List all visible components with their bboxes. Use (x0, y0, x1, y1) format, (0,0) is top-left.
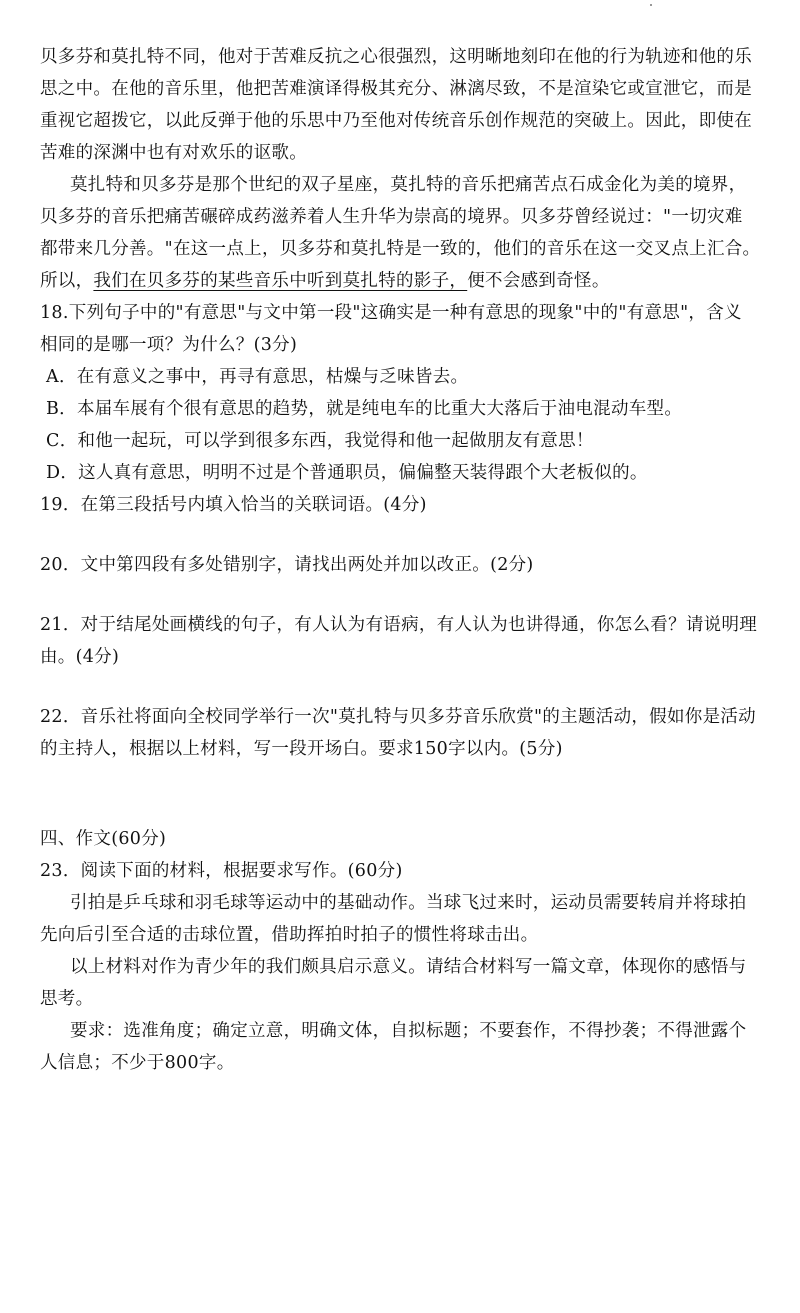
option-d: D．这人真有意思，明明不过是个普通职员，偏偏整天装得跟个大老板似的。 (46, 463, 648, 483)
final-prefix: 所以， (40, 271, 94, 291)
question-21: 21．对于结尾处画横线的句子，有人认为有语病，有人认为也讲得通，你怎么看？请说明理 (40, 615, 758, 635)
question-18-cont: 相同的是哪一项？为什么？(3分) (40, 335, 298, 355)
essay-requirements-line: 要求：选准角度；确定立意，明确文体，自拟标题；不要套作，不得抄袭；不得泄露个 (70, 1021, 747, 1041)
option-c: C．和他一起玩，可以学到很多东西，我觉得和他一起做朋友有意思！ (46, 431, 594, 451)
essay-material-line: 以上材料对作为青少年的我们颇具启示意义。请结合材料写一篇文章，体现你的感悟与 (70, 957, 747, 977)
essay-material-line: 思考。 (40, 989, 94, 1009)
question-22-cont: 的主持人，根据以上材料，写一段开场白。要求150字以内。(5分) (40, 739, 563, 759)
underlined-sentence: 我们在贝多芬的某些音乐中听到莫扎特的影子， (93, 271, 468, 291)
essay-material-line: 先向后引至合适的击球位置，借助挥拍时拍子的惯性将球击出。 (40, 925, 539, 945)
question-19: 19．在第三段括号内填入恰当的关联词语。(4分) (40, 495, 427, 515)
passage-line: 莫扎特和贝多芬是那个世纪的双子星座，莫扎特的音乐把痛苦点石成金化为美的境界， (70, 175, 747, 195)
final-suffix: 便不会感到奇怪。 (467, 271, 610, 291)
option-b: B．本届车展有个很有意思的趋势，就是纯电车的比重大大落后于油电混动车型。 (46, 399, 683, 419)
question-22: 22．音乐社将面向全校同学举行一次"莫扎特与贝多芬音乐欣赏"的主题活动，假如你是活动 (40, 707, 756, 727)
passage-line: 苦难的深渊中也有对欢乐的讴歌。 (40, 143, 307, 163)
essay-material-line: 引拍是乒乓球和羽毛球等运动中的基础动作。当球飞过来时，运动员需要转肩并将球拍 (70, 893, 747, 913)
passage-line: 重视它超拨它，以此反弹于他的乐思中乃至他对传统音乐创作规范的突破上。因此，即使在 (40, 111, 752, 131)
question-21-cont: 由。(4分) (40, 647, 120, 667)
passage-line: 思之中。在他的音乐里，他把苦难演译得极其充分、淋漓尽致，不是渲染它或宣泄它，而是 (40, 79, 752, 99)
section-title-essay: 四、作文(60分) (40, 829, 167, 849)
passage-line: 贝多芬和莫扎特不同，他对于苦难反抗之心很强烈，这明晰地刻印在他的行为轨迹和他的乐 (40, 47, 752, 67)
passage-line: 都带来几分善。"在这一点上，贝多芬和莫扎特是一致的，他们的音乐在这一交叉点上汇合。 (40, 239, 761, 259)
essay-requirements-line: 人信息；不少于800字。 (40, 1053, 235, 1073)
passage-final-line (40, 268, 770, 294)
question-23: 23．阅读下面的材料，根据要求写作。(60分) (40, 861, 403, 881)
passage-line: 贝多芬的音乐把痛苦碾碎成药滋养着人生升华为崇高的境界。贝多芬曾经说过："一切灾难 (40, 207, 743, 227)
option-a: A．在有意义之事中，再寻有意思，枯燥与乏味皆去。 (46, 367, 469, 387)
question-18: 18.下列句子中的"有意思"与文中第一段"这确实是一种有意思的现象"中的"有意思"，含义 (40, 303, 742, 323)
question-20: 20．文中第四段有多处错别字，请找出两处并加以改正。(2分) (40, 555, 534, 575)
scan-speck (650, 4, 652, 6)
